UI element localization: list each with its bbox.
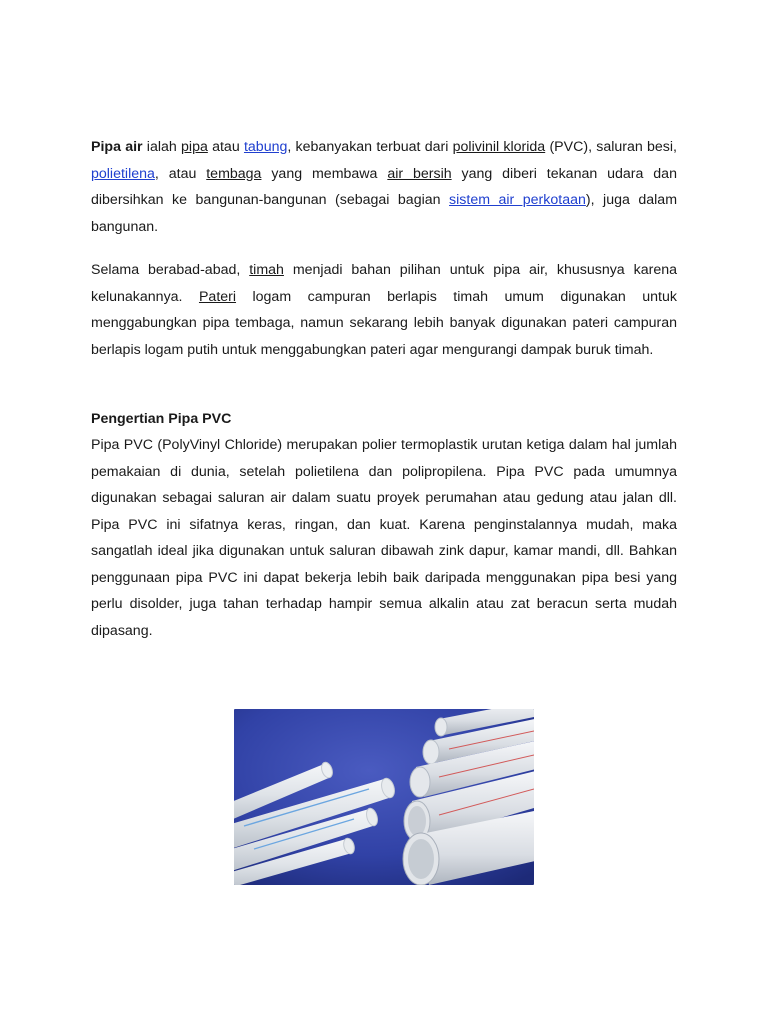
text-span: ), juga dalam bangunan. xyxy=(91,192,678,235)
link-polietilena[interactable]: polietilena xyxy=(91,165,155,182)
text-span: (PVC), saluran besi, xyxy=(545,139,677,155)
section-heading: Pengertian Pipa PVC xyxy=(91,411,232,427)
text-span: ialah xyxy=(142,139,182,155)
term-pipa-air: Pipa air xyxy=(91,139,143,155)
text-span: , atau xyxy=(154,165,207,182)
history-paragraph xyxy=(91,257,677,363)
link-tembaga[interactable]: tembaga xyxy=(206,165,262,182)
link-air-bersih[interactable]: air bersih xyxy=(387,165,452,182)
link-tabung[interactable]: tabung xyxy=(243,139,288,155)
pvc-pipes-photo xyxy=(234,709,534,885)
link-pateri[interactable]: Pateri xyxy=(198,288,237,305)
document-content xyxy=(91,134,677,644)
text-span: logam campuran berlapis timah umum digunakan untuk menggabungkan pipa tembaga, namun sekarang lebih banyak digunakan pateri campuran berlapis logam putih untuk menggabungkan pateri agar mengurangi dampak buruk timah. xyxy=(91,288,677,358)
text-span: yang diberi tekanan udara dan dibersihkan ke bangunan-bangunan (sebagai bagian xyxy=(91,165,677,208)
link-sistem-air-perkotaan[interactable]: sistem air perkotaan xyxy=(449,192,586,208)
text-span: atau xyxy=(207,139,244,155)
text-span: yang membawa xyxy=(261,165,388,182)
link-timah[interactable]: timah xyxy=(249,262,284,278)
link-pipa[interactable]: pipa xyxy=(181,139,208,155)
link-polivinil-klorida[interactable]: polivinil klorida xyxy=(452,139,546,155)
text-span: , kebanyakan terbuat dari xyxy=(287,139,453,155)
section-paragraph: Pipa PVC (PolyVinyl Chloride) merupakan polier termoplastik urutan ketiga dalam hal jumlah pemakaian di dunia, setelah polietilena dan polipropilena. Pipa PVC pada umumnya digunakan sebagai saluran air dalam suatu proyek perumahan atau gedung atau jalan dll. Pipa PVC ini sifatnya keras, ringan, dan kuat. Karena penginstalannya mudah, maka sangatlah ideal jika digunakan untuk saluran dibawah zink dapur, kamar mandi, dll. Bahkan penggunaan pipa PVC ini dapat bekerja lebih baik daripada menggunakan pipa besi yang perlu disolder, juga tahan terhadap hampir semua alkalin atau zat beracun serta mudah dipasang. xyxy=(91,437,677,639)
text-span: Selama berabad-abad, xyxy=(91,262,250,278)
text-span: menjadi bahan pilihan untuk pipa air, khususnya karena kelunakannya. xyxy=(91,262,677,305)
intro-paragraph xyxy=(91,134,677,240)
